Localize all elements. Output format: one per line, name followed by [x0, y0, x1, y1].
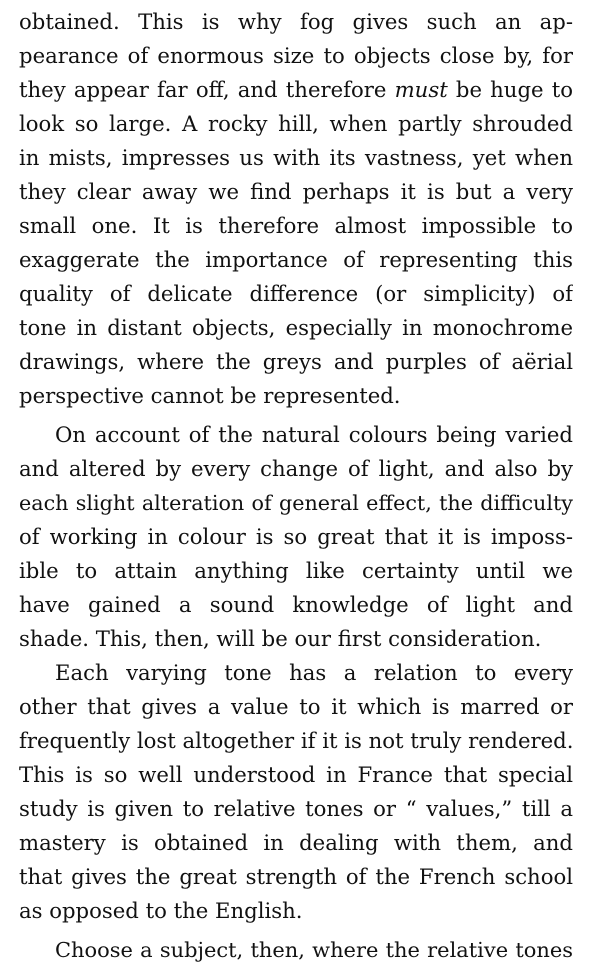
- text-line: they clear away we find perhaps it is but a very: [19, 179, 573, 204]
- text-line: ible to attain anything like certainty until we: [19, 558, 573, 583]
- text-line: [19, 73, 573, 107]
- text-line: This is so well understood in France that special: [19, 762, 573, 787]
- text-line: each slight alteration of general effect, the difficulty: [19, 491, 573, 515]
- text-segment: be huge to: [447, 77, 573, 102]
- text-segment: they appear far off, and therefore: [19, 77, 395, 102]
- text-line: obtained. This is why fog gives such an ap-: [19, 9, 573, 34]
- text-line: drawings, where the greys and purples of aërial: [19, 349, 573, 374]
- text-line: in mists, impresses us with its vastness, yet when: [19, 145, 573, 170]
- text-line: On account of the natural colours being varied: [55, 422, 573, 447]
- text-line: perspective cannot be represented.: [19, 383, 401, 408]
- text-line: of working in colour is so great that it is imposs-: [19, 524, 573, 549]
- text-line: look so large. A rocky hill, when partly shrouded: [19, 111, 573, 136]
- text-line: and altered by every change of light, and also by: [19, 456, 573, 481]
- emphasis-text: must: [394, 77, 448, 102]
- text-line: mastery is obtained in dealing with them, and: [19, 830, 573, 855]
- text-line: that gives the great strength of the French school: [19, 864, 573, 889]
- text-line: quality of delicate difference (or simplicity) of: [19, 281, 573, 306]
- text-line: Choose a subject, then, where the relative tones: [55, 938, 573, 962]
- text-line: exaggerate the importance of representing this: [19, 247, 573, 272]
- text-line: other that gives a value to it which is marred or: [19, 694, 573, 719]
- text-line: tone in distant objects, especially in monochrome: [19, 315, 573, 340]
- text-line: frequently lost altogether if it is not truly rendered.: [19, 728, 573, 753]
- text-line: shade. This, then, will be our first consideration.: [19, 626, 542, 651]
- text-line: study is given to relative tones or “ values,” till a: [19, 796, 573, 821]
- text-line: have gained a sound knowledge of light and: [19, 592, 573, 617]
- text-line: small one. It is therefore almost impossible to: [19, 213, 573, 238]
- text-line: as opposed to the English.: [19, 898, 303, 923]
- text-line: pearance of enormous size to objects close by, for: [19, 43, 573, 68]
- text-line: Each varying tone has a relation to every: [55, 660, 573, 685]
